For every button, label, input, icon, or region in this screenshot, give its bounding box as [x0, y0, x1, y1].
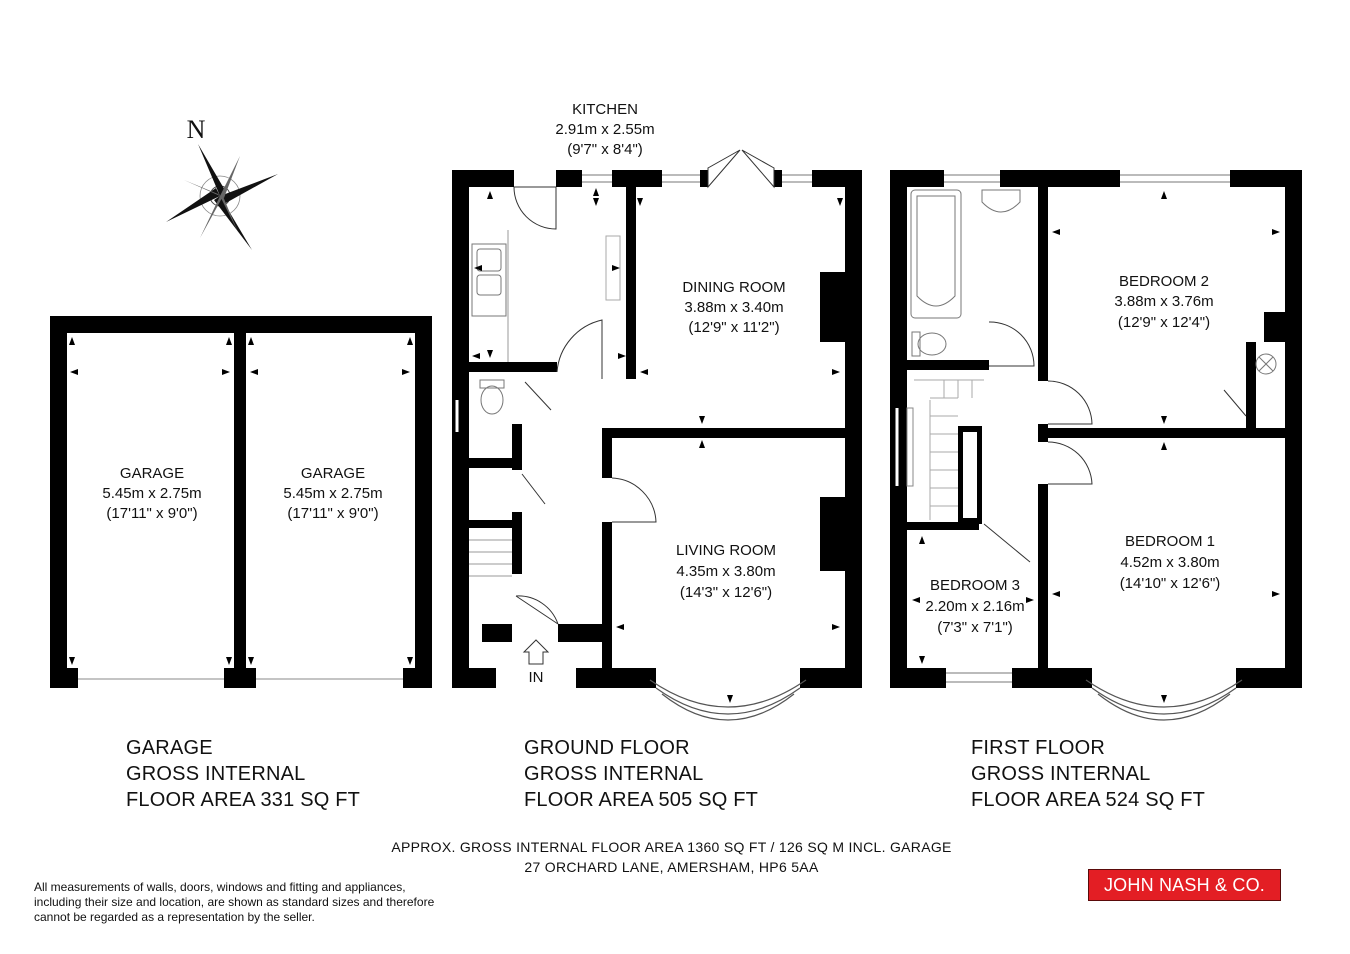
entrance-label: IN	[528, 669, 544, 686]
room-garage-1	[102, 465, 201, 522]
room-metric: 3.88m x 3.40m	[684, 299, 784, 316]
room-bedroom-1	[1120, 533, 1221, 592]
room-metric: 2.20m x 2.16m	[925, 598, 1025, 615]
room-bedroom-3	[925, 577, 1024, 636]
summary-line: FLOOR AREA 331 SQ FT	[126, 789, 361, 811]
summary-line: GROSS INTERNAL	[126, 763, 306, 785]
total-area-text: APPROX. GROSS INTERNAL FLOOR AREA 1360 SQ FT / 126 SQ M INCL. GARAGE	[391, 839, 952, 855]
room-living-room	[676, 542, 776, 601]
room-bedroom-2	[1114, 273, 1213, 331]
summary-line: GARAGE	[126, 737, 213, 759]
room-metric: 4.35m x 3.80m	[676, 563, 776, 580]
room-imperial: (7'3" x 7'1")	[937, 619, 1013, 636]
garage-area-summary	[126, 735, 360, 813]
room-name: GARAGE	[119, 465, 185, 482]
first-floor-area-summary	[971, 735, 1205, 813]
summary-line: FIRST FLOOR	[971, 737, 1106, 759]
room-name: KITCHEN	[572, 101, 638, 118]
room-kitchen	[555, 101, 654, 158]
disclaimer	[34, 880, 434, 925]
summary-line: GROSS INTERNAL	[971, 763, 1151, 785]
address-text: 27 ORCHARD LANE, AMERSHAM, HP6 5AA	[524, 859, 819, 875]
summary-line: FLOOR AREA 524 SQ FT	[971, 789, 1206, 811]
room-name: BEDROOM 2	[1118, 273, 1210, 290]
summary-line: GROUND FLOOR	[524, 737, 690, 759]
disclaimer-line: including their size and location, are shown as standard sizes and therefore	[34, 895, 435, 909]
garage-plan	[50, 316, 432, 688]
room-dining-room	[682, 279, 785, 336]
agent-logo: JOHN NASH & CO.	[1088, 869, 1281, 901]
room-metric: 4.52m x 3.80m	[1120, 554, 1220, 571]
room-name: GARAGE	[300, 465, 366, 482]
room-metric: 3.88m x 3.76m	[1114, 293, 1214, 310]
summary-line: GROSS INTERNAL	[524, 763, 704, 785]
room-metric: 5.45m x 2.75m	[283, 485, 383, 502]
compass-north-label: N	[186, 115, 206, 144]
room-imperial: (17'11" x 9'0")	[106, 505, 198, 522]
room-name: DINING ROOM	[682, 279, 786, 296]
disclaimer-line: cannot be regarded as a representation by the seller.	[34, 910, 315, 924]
first-floor-plan	[890, 170, 1302, 720]
room-imperial: (12'9" x 12'4")	[1117, 314, 1211, 331]
ground-floor-area-summary	[524, 735, 758, 813]
room-imperial: (9'7" x 8'4")	[567, 141, 643, 158]
room-imperial: (12'9" x 11'2")	[688, 319, 780, 336]
room-metric: 2.91m x 2.55m	[555, 121, 655, 138]
ground-floor-plan	[452, 150, 862, 720]
room-imperial: (14'10" x 12'6")	[1119, 575, 1221, 592]
room-name: BEDROOM 3	[929, 577, 1021, 594]
compass-rose-icon	[166, 115, 278, 250]
room-name: BEDROOM 1	[1124, 533, 1216, 550]
room-name: LIVING ROOM	[675, 542, 777, 559]
room-metric: 5.45m x 2.75m	[102, 485, 202, 502]
disclaimer-line: All measurements of walls, doors, windows and fitting and appliances,	[34, 880, 406, 894]
summary-line: FLOOR AREA 505 SQ FT	[524, 789, 759, 811]
room-garage-2	[283, 465, 382, 522]
room-imperial: (17'11" x 9'0")	[287, 505, 379, 522]
room-imperial: (14'3" x 12'6")	[679, 584, 773, 601]
